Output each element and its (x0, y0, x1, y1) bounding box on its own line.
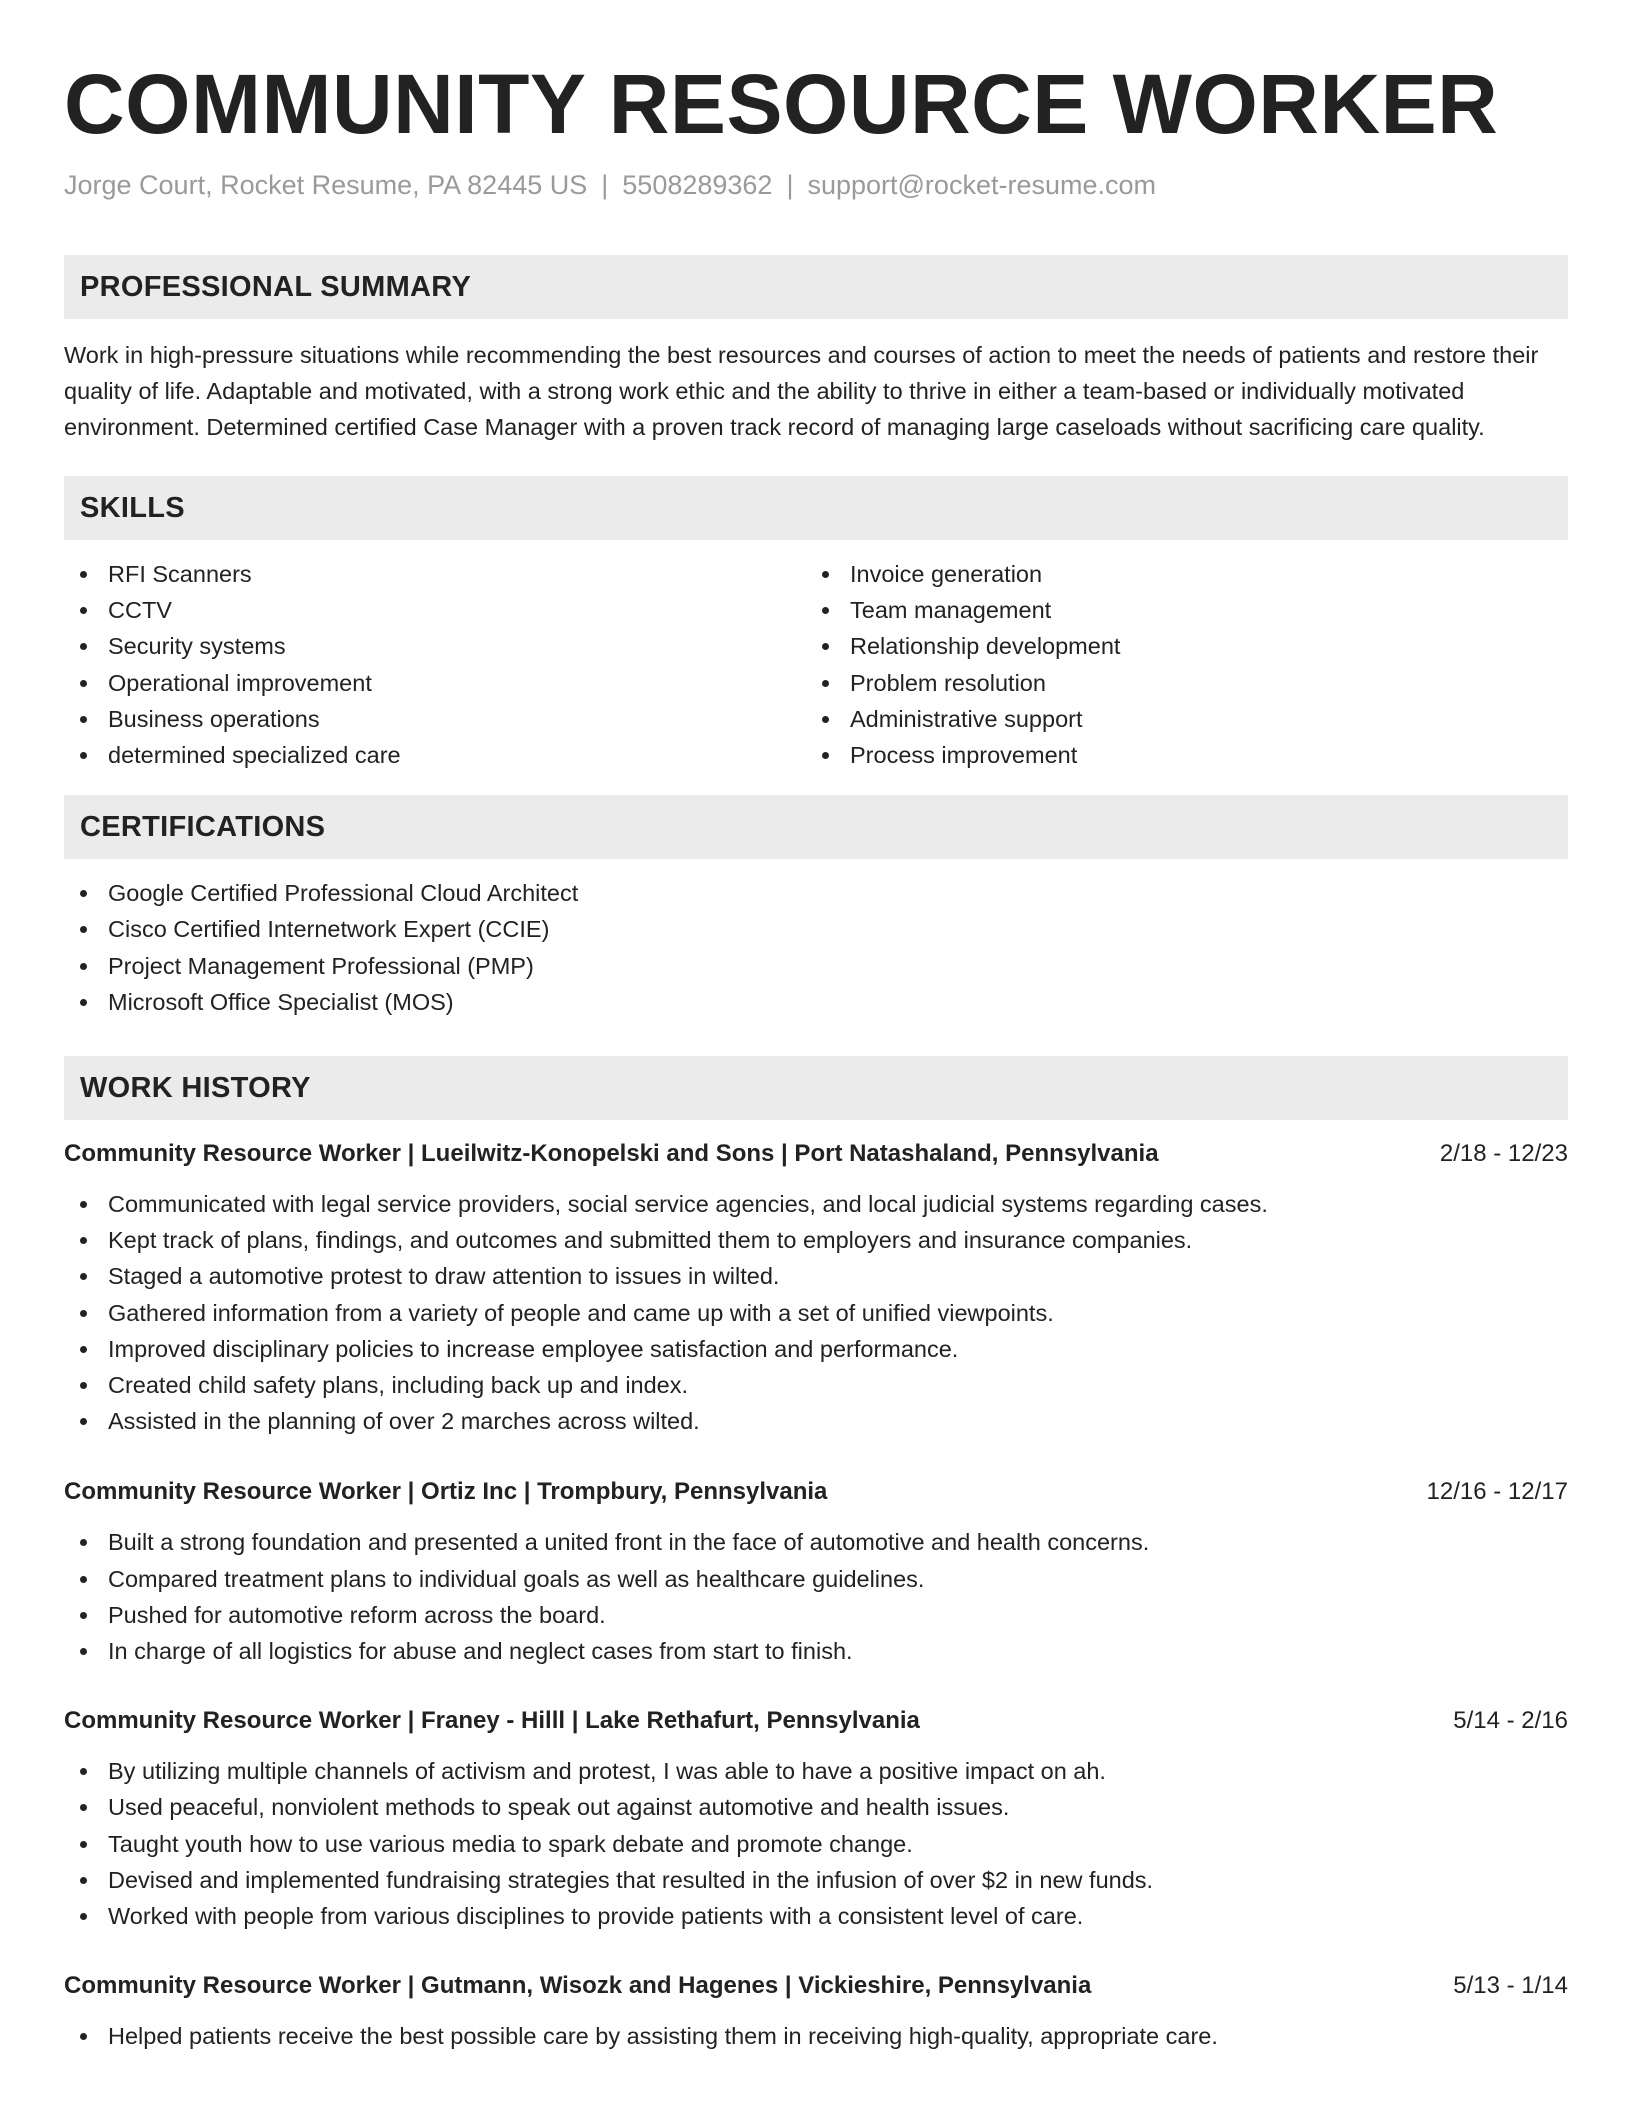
job-bullets (64, 2018, 1568, 2054)
job-entry (64, 1705, 1568, 1934)
contact-phone: 5508289362 (622, 170, 773, 200)
skill-item: Operational improvement (64, 665, 806, 701)
job-bullet: Worked with people from various disciplines to provide patients with a consistent level of care. (64, 1898, 1568, 1934)
job-dates: 2/18 - 12/23 (1439, 1140, 1568, 1168)
certification-item: Cisco Certified Internetwork Expert (CCIE) (64, 911, 1568, 947)
job-entry (64, 1138, 1568, 1439)
certification-item: Google Certified Professional Cloud Architect (64, 875, 1568, 911)
job-bullet: Compared treatment plans to individual goals as well as healthcare guidelines. (64, 1561, 1568, 1597)
skills-list-left (64, 556, 806, 773)
skill-item: determined specialized care (64, 737, 806, 773)
job-bullet: Pushed for automotive reform across the board. (64, 1597, 1568, 1633)
job-dates: 12/16 - 12/17 (1426, 1478, 1568, 1506)
certifications-heading: CERTIFICATIONS (64, 795, 1568, 859)
job-title: Community Resource Worker | Ortiz Inc | Trompbury, Pennsylvania (64, 1478, 828, 1506)
job-bullet: Assisted in the planning of over 2 marches across wilted. (64, 1403, 1568, 1439)
job-bullets (64, 1186, 1568, 1439)
contact-address: Jorge Court, Rocket Resume, PA 82445 US (64, 170, 588, 200)
job-bullet: Improved disciplinary policies to increase employee satisfaction and performance. (64, 1331, 1568, 1367)
skill-item: Security systems (64, 628, 806, 664)
job-header (64, 1138, 1568, 1170)
skill-item: CCTV (64, 592, 806, 628)
skill-item: Relationship development (806, 628, 1548, 664)
resume-page (64, 0, 1568, 2054)
certification-item: Microsoft Office Specialist (MOS) (64, 984, 1568, 1020)
job-bullet: Used peaceful, nonviolent methods to speak out against automotive and health issues. (64, 1789, 1568, 1825)
job-bullets (64, 1524, 1568, 1669)
contact-line (64, 168, 1568, 202)
job-dates: 5/13 - 1/14 (1453, 1972, 1568, 2000)
skills-list-right (806, 556, 1548, 773)
job-bullet: Built a strong foundation and presented a united front in the face of automotive and health concerns. (64, 1524, 1568, 1560)
resume-name: COMMUNITY RESOURCE WORKER (64, 57, 1499, 151)
work-history-heading: WORK HISTORY (64, 1056, 1568, 1120)
job-bullets (64, 1753, 1568, 1934)
contact-email: support@rocket-resume.com (807, 170, 1156, 200)
job-title: Community Resource Worker | Gutmann, Wisozk and Hagenes | Vickieshire, Pennsylvania (64, 1972, 1092, 2000)
job-header (64, 1705, 1568, 1737)
job-header (64, 1476, 1568, 1508)
job-title: Community Resource Worker | Lueilwitz-Konopelski and Sons | Port Natashaland, Pennsylvania (64, 1140, 1159, 1168)
certifications-list (64, 875, 1568, 1020)
job-bullet: By utilizing multiple channels of activism and protest, I was able to have a positive impact on ah. (64, 1753, 1568, 1789)
job-bullet: Communicated with legal service providers, social service agencies, and local judicial systems regarding cases. (64, 1186, 1568, 1222)
skill-item: Business operations (64, 701, 806, 737)
job-bullet: Staged a automotive protest to draw attention to issues in wilted. (64, 1258, 1568, 1294)
skill-item: Process improvement (806, 737, 1548, 773)
skill-item: Administrative support (806, 701, 1548, 737)
job-bullet: Created child safety plans, including back up and index. (64, 1367, 1568, 1403)
job-bullet: Kept track of plans, findings, and outcomes and submitted them to employers and insurance companies. (64, 1222, 1568, 1258)
job-dates: 5/14 - 2/16 (1453, 1707, 1568, 1735)
skill-item: RFI Scanners (64, 556, 806, 592)
contact-separator: | (786, 170, 794, 200)
skills-grid (64, 556, 1568, 773)
skill-item: Team management (806, 592, 1548, 628)
job-bullet: Gathered information from a variety of people and came up with a set of unified viewpoints. (64, 1295, 1568, 1331)
skill-item: Invoice generation (806, 556, 1548, 592)
skill-item: Problem resolution (806, 665, 1548, 701)
skills-heading: SKILLS (64, 476, 1568, 540)
job-bullet: Helped patients receive the best possible care by assisting them in receiving high-quality, appropriate care. (64, 2018, 1568, 2054)
contact-separator: | (601, 170, 609, 200)
job-bullet: Taught youth how to use various media to spark debate and promote change. (64, 1826, 1568, 1862)
summary-text: Work in high-pressure situations while recommending the best resources and courses of action to meet the needs of patients and restore their quality of life. Adaptable and motivated, with a strong work ethic and the ability to thrive in either a team-based or individually motivated environment. Determined certified Case Manager with a proven track record of managing large caseloads without sacrificing care quality. (64, 342, 1539, 440)
job-title: Community Resource Worker | Franey - Hilll | Lake Rethafurt, Pennsylvania (64, 1707, 920, 1735)
job-header (64, 1970, 1568, 2002)
job-bullet: In charge of all logistics for abuse and neglect cases from start to finish. (64, 1633, 1568, 1669)
certification-item: Project Management Professional (PMP) (64, 948, 1568, 984)
job-entry (64, 1970, 1568, 2054)
summary-heading: PROFESSIONAL SUMMARY (64, 255, 1568, 319)
job-bullet: Devised and implemented fundraising strategies that resulted in the infusion of over $2 in new funds. (64, 1862, 1568, 1898)
job-entry (64, 1476, 1568, 1669)
